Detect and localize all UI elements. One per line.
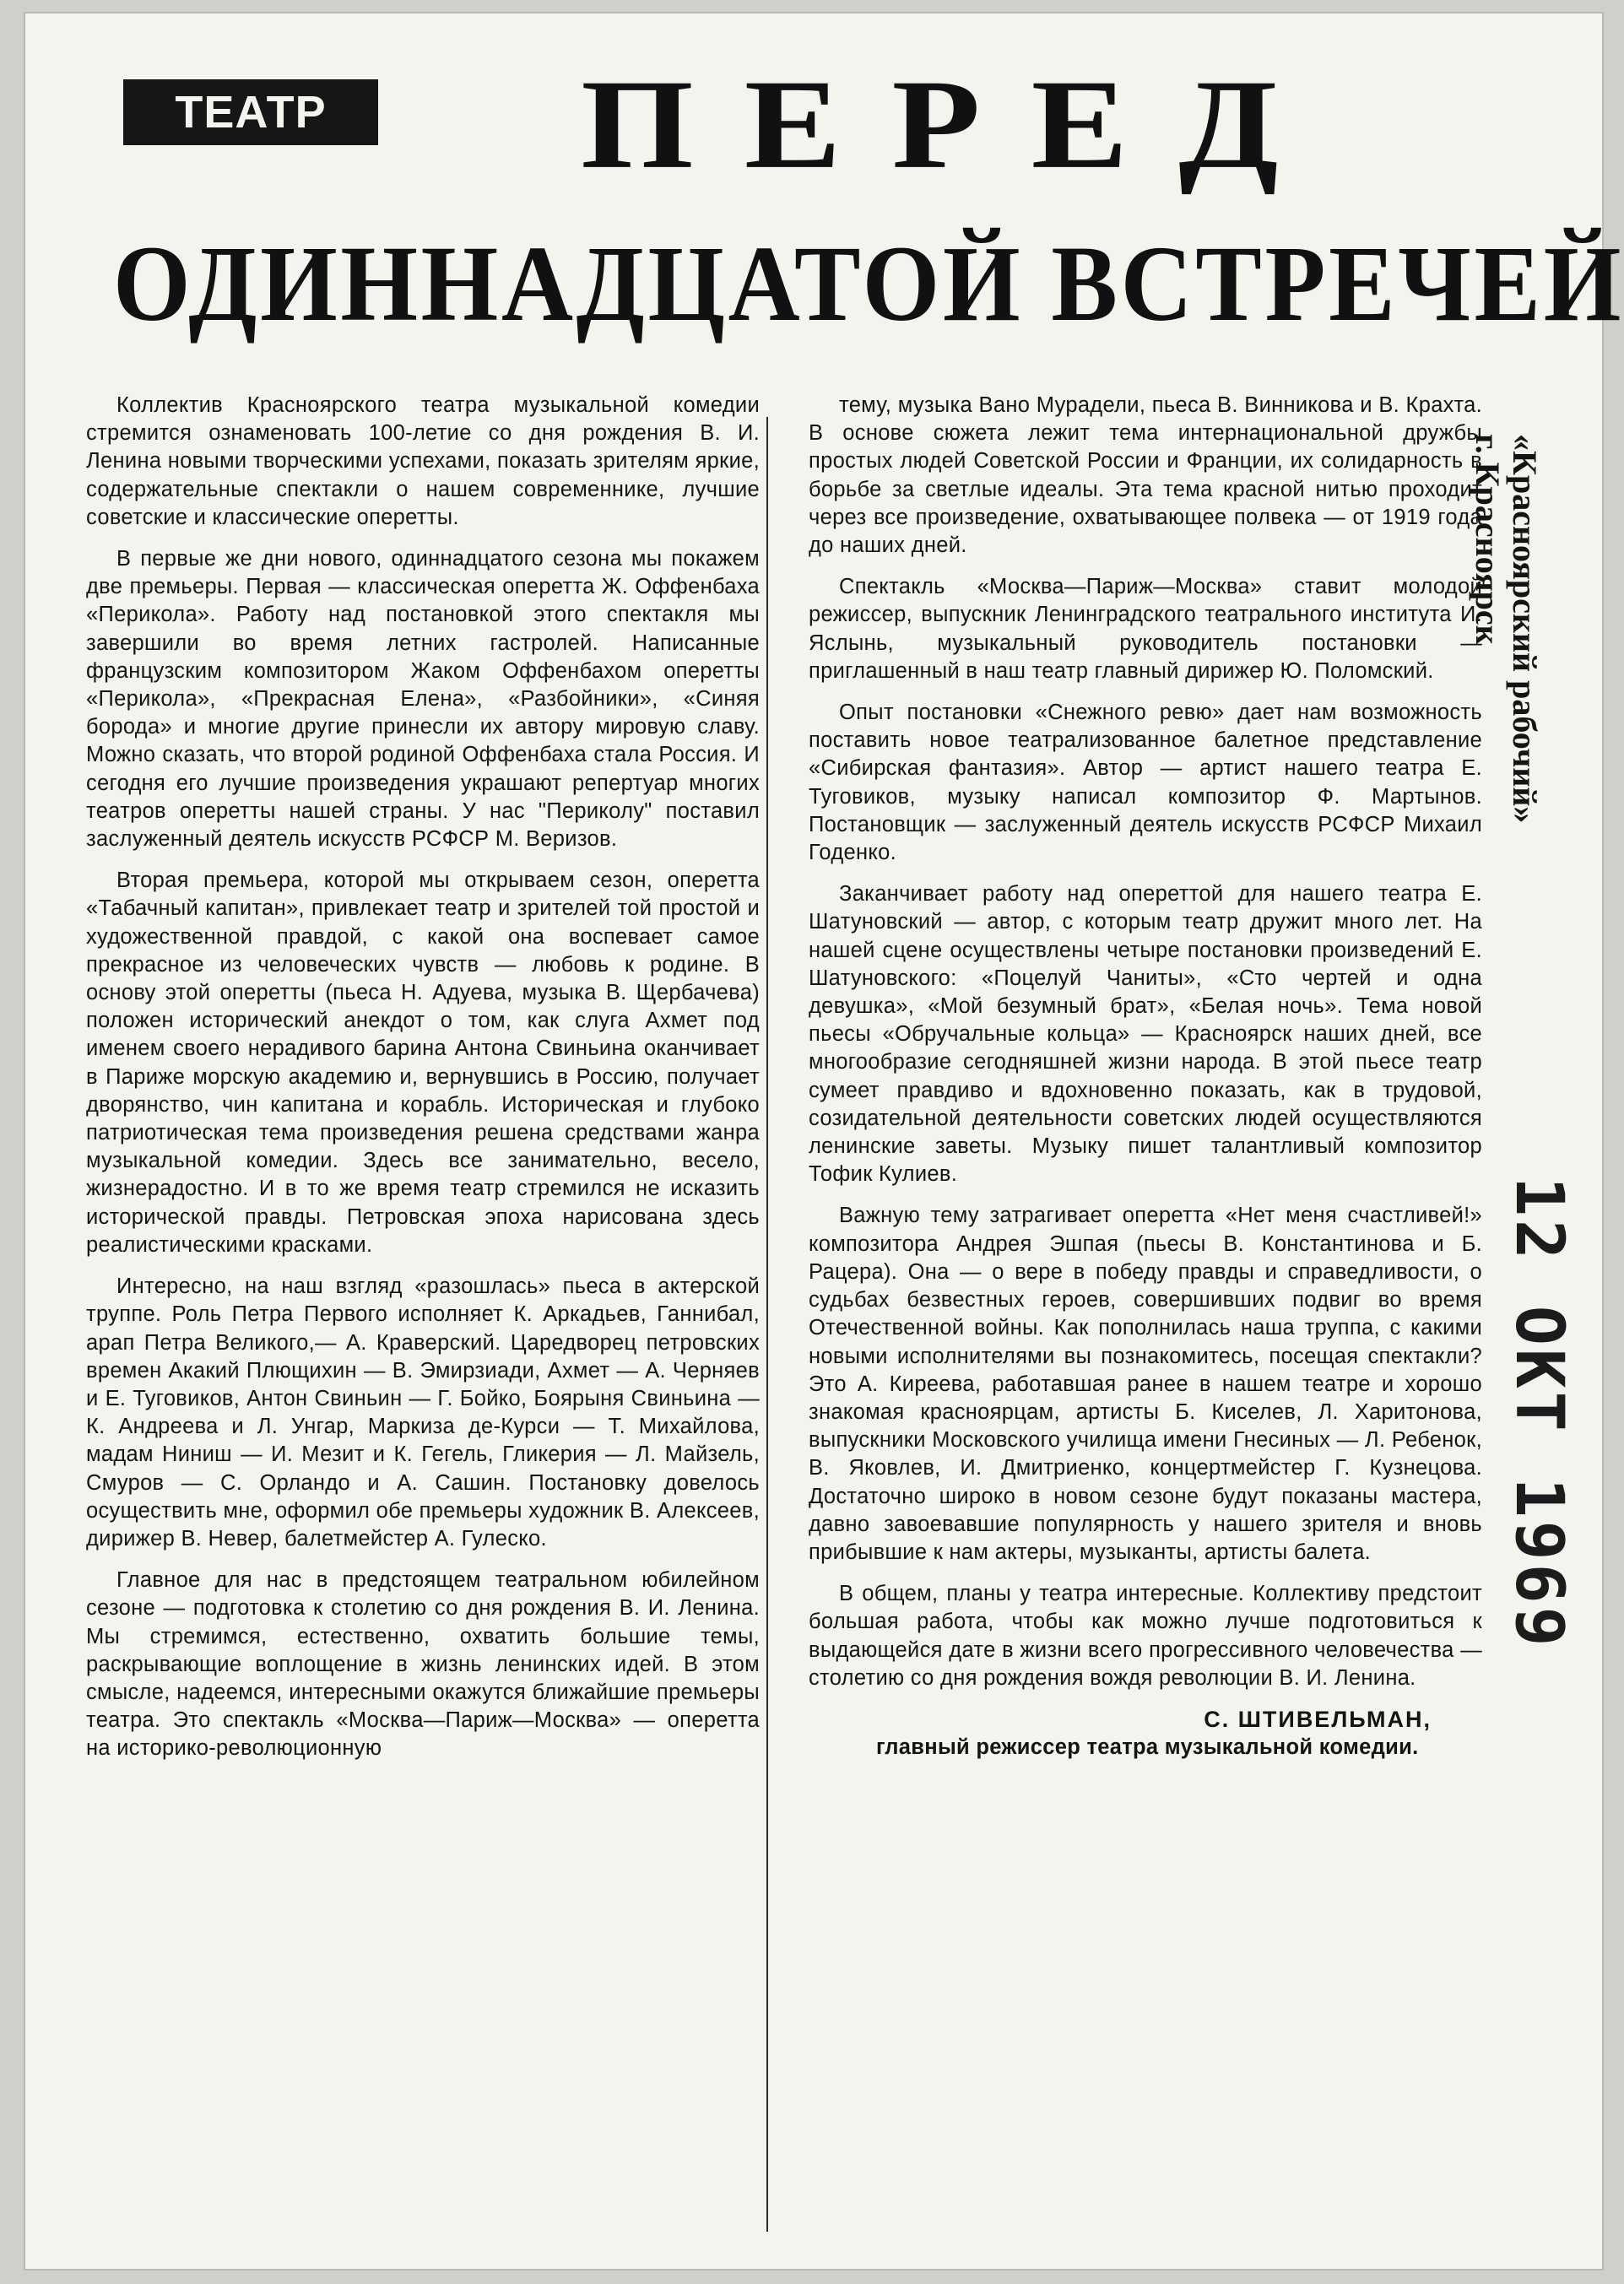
right-column	[809, 392, 1482, 1775]
paragraph: Заканчивает работу над опереттой для нашего театра Е. Шатуновский — автор, с которым театр дружит много лет. На нашей сцене осуществлены четыре постановки произведений Е. Шатуновского: «Поцелуй Чаниты», «Сто чертей и одна девушка», «Мой безумный брат», «Белая ночь». Тема новой пьесы «Обручальные кольца» — Красноярск наших дней, все многообразие сегодняшней жизни народа. В этой пьесе театр сумеет правдиво и вдохновенно показать, как в трудовой, созидательной деятельности советских людей осуществляются ленинские заветы. Музыку пишет талантливый композитор Тофик Кулиев.	[809, 882, 1482, 1187]
headline-line-1: ПЕРЕД	[581, 54, 1329, 196]
paragraph: Интересно, на наш взгляд «разошлась» пьеса в актерской труппе. Роль Петра Первого исполняет К. Аркадьев, Ганнибал, арап Петра Великого,— А. Краверский. Царедворец петровских времен Акакий Плющихин — В. Эмирзиади, Ахмет — А. Черняев и Е. Туговиков, Антон Свиньин — Г. Бойко, Боярыня Свиньина — К. Андреева и Л. Унгар, Маркиза де-Курси — Т. Михайлова, мадам Ниниш — И. Мезит и К. Гегель, Гликерия — Л. Майзель, Смуров — С. Орландо и А. Сашин. Постановку довелось осуществить мне, оформил обе премьеры художник В. Алексеев, дирижер В. Невер, балетмейстер А. Гулеско.	[86, 1275, 760, 1551]
paragraph: В общем, планы у театра интересные. Коллективу предстоит большая работа, чтобы как можно лучше подготовиться к выдающейся дате в жизни всего прогрессивного человечества — столетию со дня рождения вождя революции В. И. Ленина.	[809, 1582, 1482, 1690]
author-position: главный режиссер театра музыкальной комедии.	[876, 1735, 1419, 1760]
paragraph: Вторая премьера, которой мы открываем сезон, оперетта «Табачный капитан», привлекает театр и зрителей той простой и художественной правдой, с какой она воспевает самое прекрасное из человеческих чувств — любовь к родине. В основу этой оперетты (пьеса Н. Адуева, музыка В. Щербачева) положен исторический анекдот о том, как слуга Ахмет под именем своего нерадивого барина Антона Свиньина оканчивает в Париже морскую академию и, вернувшись в Россию, получает дворянство, чин капитана и корабль. Историческая и глубоко патриотическая тема произведения решена средствами жанра музыкальной комедии. Здесь все занимательно, весело, жизнерадостно. И в то же время театр стремился не исказить исторической правды. Петровская эпоха нарисована здесь реалистическими красками.	[86, 869, 760, 1257]
paragraph: Спектакль «Москва—Париж—Москва» ставит молодой режиссер, выпускник Ленинградского театрального института И. Яслынь, музыкальный руководитель постановки — приглашенный в наш театр главный дирижер Ю. Поломский.	[809, 575, 1482, 683]
paragraph: Коллектив Красноярского театра музыкальной комедии стремится ознаменовать 100-летие со дня рождения В. И. Ленина новыми творческими успехами, показать зрителям яркие, содержательные спектакли о нашем современнике, лучшие советские и классические оперетты.	[86, 393, 760, 529]
source-city: г. Красноярск	[1469, 434, 1507, 645]
newspaper-clipping	[24, 12, 1624, 2270]
source-annotation	[1469, 434, 1543, 823]
headline-line-2: ОДИННАДЦАТОЙ ВСТРЕЧЕЙ	[113, 224, 1624, 344]
paragraph: Важную тему затрагивает оперетта «Нет меня счастливей!» композитора Андрея Эшпая (пьесы В. Константинова и Б. Рацера). Она — о вере в победу правды и справедливости, о судьбах безвестных героев, совершивших подвиг во время Отечественной войны. Как пополнилась наша труппа, с какими новыми исполнителями вы познакомитесь, посещая спектакли? Это А. Киреева, работавшая ранее в нашем театре и хорошо знакомая красноярцам, артисты Б. Киселев, Л. Харитонова, выпускники Московского училища имени Гнесиных — Л. Ребенок, В. Яковлев, И. Дмитриенко, концертмейстер Г. Кузнецова. Достаточно широко в новом сезоне будут показаны мастера, давно завоевавшие популярность у нашего зрителя и вновь прибывшие к нам актеры, музыканты, артисты балета.	[809, 1204, 1482, 1564]
paragraph: тему, музыка Вано Мурадели, пьеса В. Винникова и В. Крахта. В основе сюжета лежит тема интернациональной дружбы простых людей Советской России и Франции, их солидарность в борьбе за светлые идеалы. Эта тема красной нитью проходит через все произведение, охватывающее полвека — от 1919 года до наших дней.	[809, 393, 1482, 558]
author-signature: С. ШТИВЕЛЬМАН,	[1204, 1706, 1432, 1732]
paragraph: Главное для нас в предстоящем театральном юбилейном сезоне — подготовка к столетию со дня рождения В. И. Ленина. Мы стремимся, естественно, охватить большие темы, раскрывающие воплощение в жизнь ленинских идей. В этом смысле, надеемся, интересными окажутся ближайшие премьеры театра. Это спектакль «Москва—Париж—Москва» — оперетта на историко-революционную	[86, 1568, 760, 1761]
left-column	[86, 392, 760, 1777]
source-newspaper: «Красноярский рабочий»	[1506, 434, 1544, 824]
paragraph: В первые же дни нового, одиннадцатого сезона мы покажем две премьеры. Первая — классическая оперетта Ж. Оффенбаха «Перикола». Работу над постановкой этого спектакля мы завершили во время летних гастролей. Написанные французским композитором Жаком Оффенбахом оперетты «Перикола», «Прекрасная Елена», «Разбойники», «Синяя борода» и многие другие принесли их автору мировую славу. Можно сказать, что второй родиной Оффенбаха стала Россия. И сегодня его лучшие произведения украшают репертуар многих театров оперетты нашей страны. У нас "Периколу" поставил заслуженный деятель искусств РСФСР М. Веризов.	[86, 547, 760, 852]
column-divider	[766, 417, 768, 2232]
paragraph: Опыт постановки «Снежного ревю» дает нам возможность поставить новое театрализованное балетное представление «Сибирская фантазия». Автор — артист нашего театра Е. Туговиков, музыку написал композитор Ф. Мартынов. Постановщик — заслуженный деятель искусств РСФСР Михаил Годенко.	[809, 701, 1482, 865]
date-stamp: 12 ОКТ 1969	[1501, 1177, 1577, 1650]
rubric-label: ТЕАТР	[123, 79, 378, 145]
